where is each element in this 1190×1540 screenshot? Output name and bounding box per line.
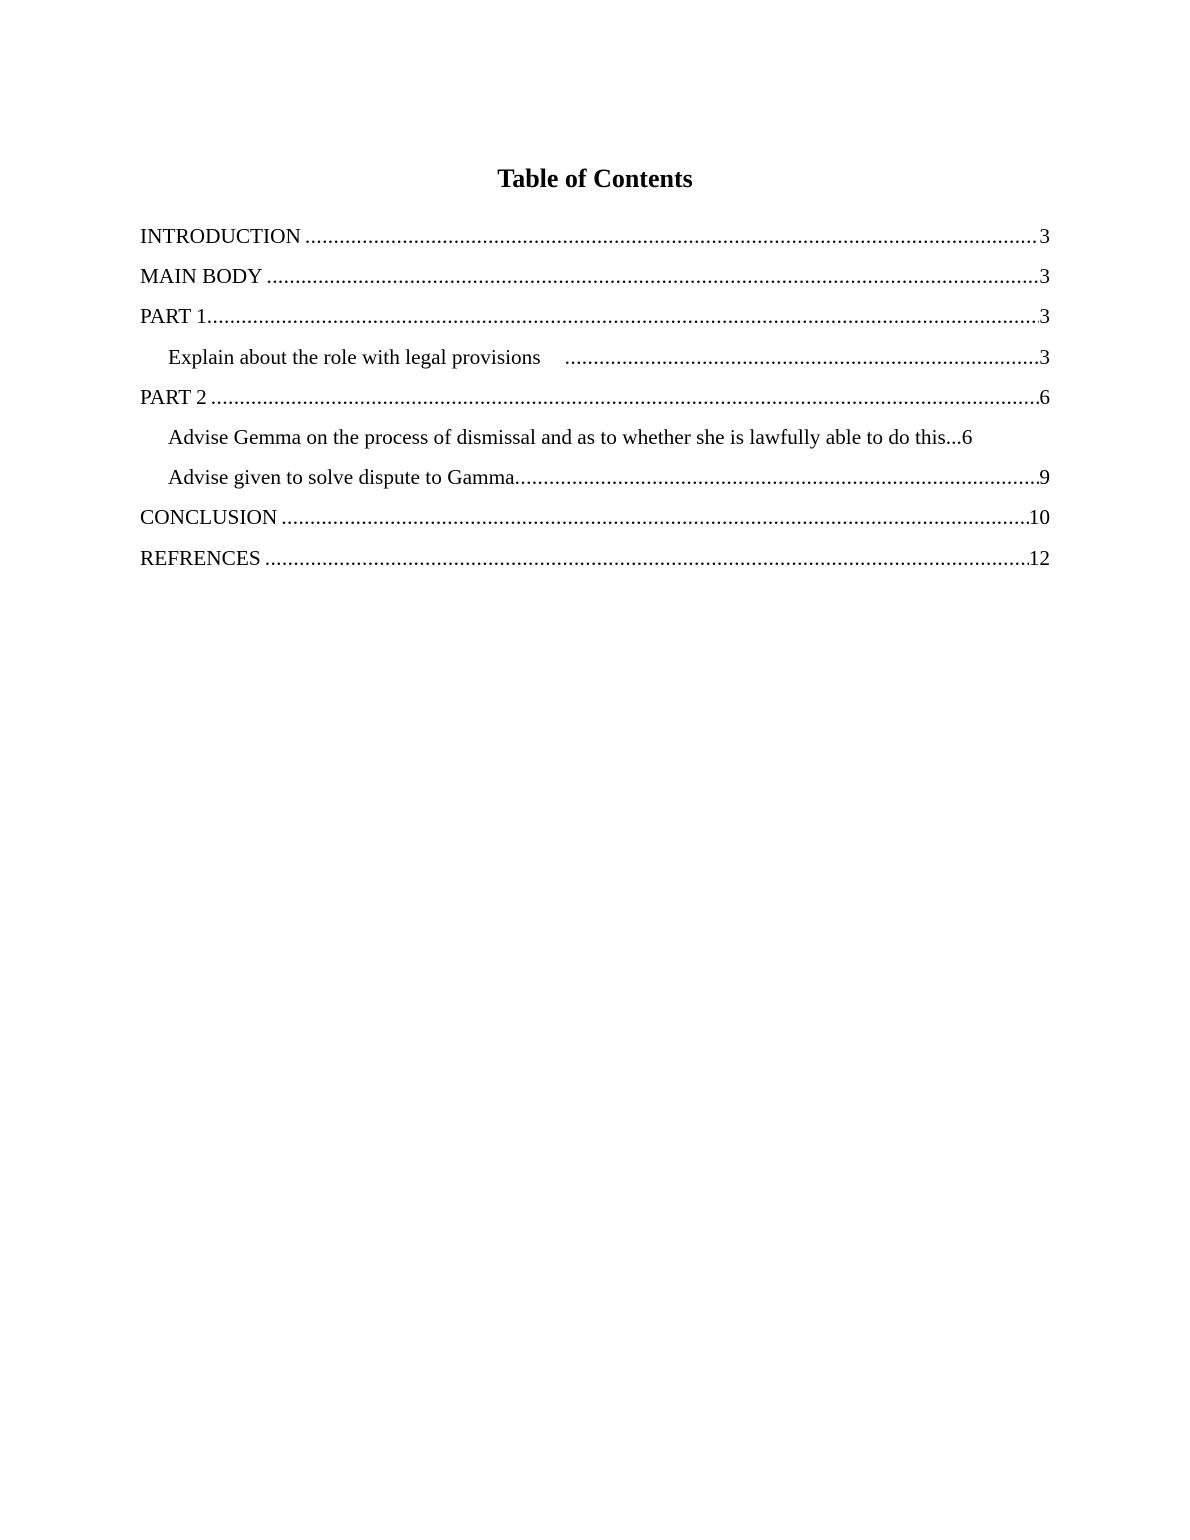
toc-page-number: 6 [961,424,973,449]
toc-entry-text: REFRENCES [140,545,261,570]
toc-leader-dots [565,340,1040,374]
toc-entry-introduction[interactable] [140,219,1050,259]
toc-leader-dots [265,541,1029,575]
toc-leader-dots [515,460,1040,494]
toc-entry-text: Advise given to solve dispute to Gamma [168,465,515,490]
toc-page-number: 10 [1028,505,1050,530]
toc-entry-advise-gemma-dismissal[interactable] [140,420,1050,460]
toc-leader-dots [266,259,1039,293]
toc-entry-text: CONCLUSION [140,505,278,530]
toc-page-number: 3 [1039,264,1050,289]
toc-entry-text: Explain about the role with legal provisions [168,344,541,369]
toc-leader-dots [305,219,1039,253]
toc-entry-text: Advise Gemma on the process of dismissal and as to whether she is lawfully able to do this [168,424,946,449]
toc-leader-dots [211,380,1040,414]
toc-page-number: 12 [1028,545,1050,570]
toc-entry-advise-dispute-gamma[interactable] [140,460,1050,500]
toc-leader-dots [207,299,1040,333]
toc-entry-text: MAIN BODY [140,264,263,289]
toc-leader-dots [946,420,962,454]
toc-entry-main-body[interactable] [140,259,1050,299]
toc-entry-role-legal-provisions[interactable] [140,340,1050,380]
toc-page-number: 3 [1039,224,1050,248]
toc-entry-part-1[interactable] [140,299,1050,339]
toc-entry-part-2[interactable] [140,380,1050,420]
toc-title: Table of Contents [497,164,693,193]
toc-entry-references[interactable] [140,541,1050,581]
toc-page-number: 6 [1039,384,1050,409]
toc-entry-text: PART 2 [140,384,207,409]
toc-page-number: 3 [1039,344,1050,369]
toc-list [140,219,1050,581]
toc-entry-conclusion[interactable] [140,500,1050,540]
toc-page-number: 3 [1039,304,1050,329]
toc-entry-text: INTRODUCTION [140,224,301,248]
toc-page-number: 9 [1039,465,1050,490]
toc-entry-text: PART 1 [140,304,207,329]
toc-leader-dots [281,500,1028,534]
